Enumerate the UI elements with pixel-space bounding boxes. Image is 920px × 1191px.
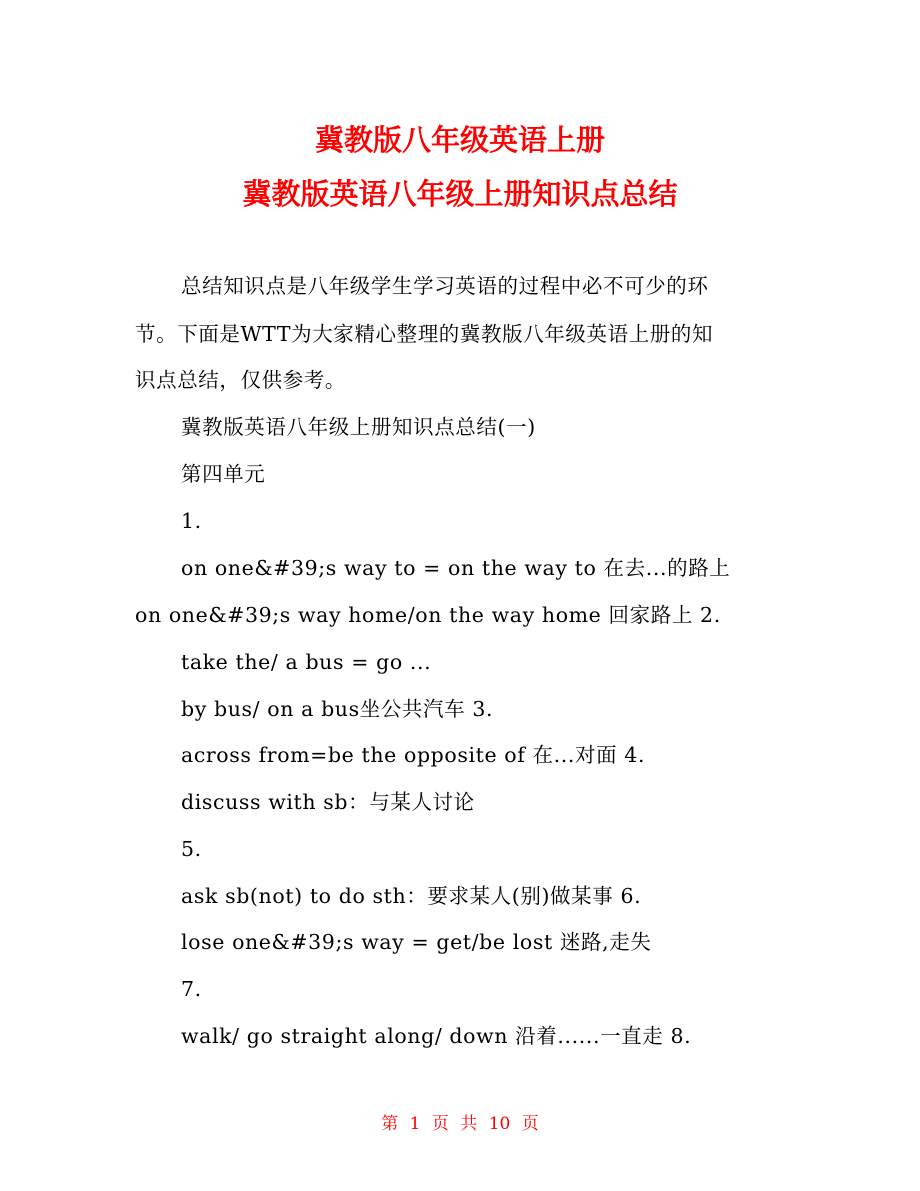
paragraph-line: 节。下面是WTT为大家精心整理的冀教版八年级英语上册的知 — [135, 322, 714, 346]
list-item: walk/ go straight along/ down 沿着......一直走 8. — [181, 1024, 692, 1048]
list-item: lose one&#39;s way = get/be lost 迷路,走失 — [181, 930, 652, 954]
section-heading: 冀教版英语八年级上册知识点总结(一) — [181, 415, 536, 439]
list-number: 1. — [181, 509, 202, 533]
paragraph-line: 总结知识点是八年级学生学习英语的过程中必不可少的环 — [181, 274, 709, 298]
list-item: ask sb(not) to do sth：要求某人(别)做某事 6. — [181, 884, 642, 908]
unit-heading: 第四单元 — [181, 462, 266, 486]
document-title: 冀教版八年级英语上册 — [314, 123, 605, 157]
list-item: on one&#39;s way to = on the way to 在去...的路上 — [181, 556, 731, 580]
list-number: 5. — [181, 837, 202, 861]
paragraph-line: 识点总结，仅供参考。 — [135, 368, 346, 392]
list-item: by bus/ on a bus坐公共汽车 3. — [181, 697, 494, 721]
list-item: discuss with sb：与某人讨论 — [181, 790, 475, 814]
list-number: 7. — [181, 977, 202, 1001]
list-item: across from=be the opposite of 在...对面 4. — [181, 743, 646, 767]
page-footer: 第 1 页 共 10 页 — [381, 1114, 539, 1134]
list-item: on one&#39;s way home/on the way home 回家路上 2. — [135, 603, 721, 627]
document-subtitle: 冀教版英语八年级上册知识点总结 — [242, 177, 678, 211]
list-item: take the/ a bus = go ... — [181, 650, 432, 674]
